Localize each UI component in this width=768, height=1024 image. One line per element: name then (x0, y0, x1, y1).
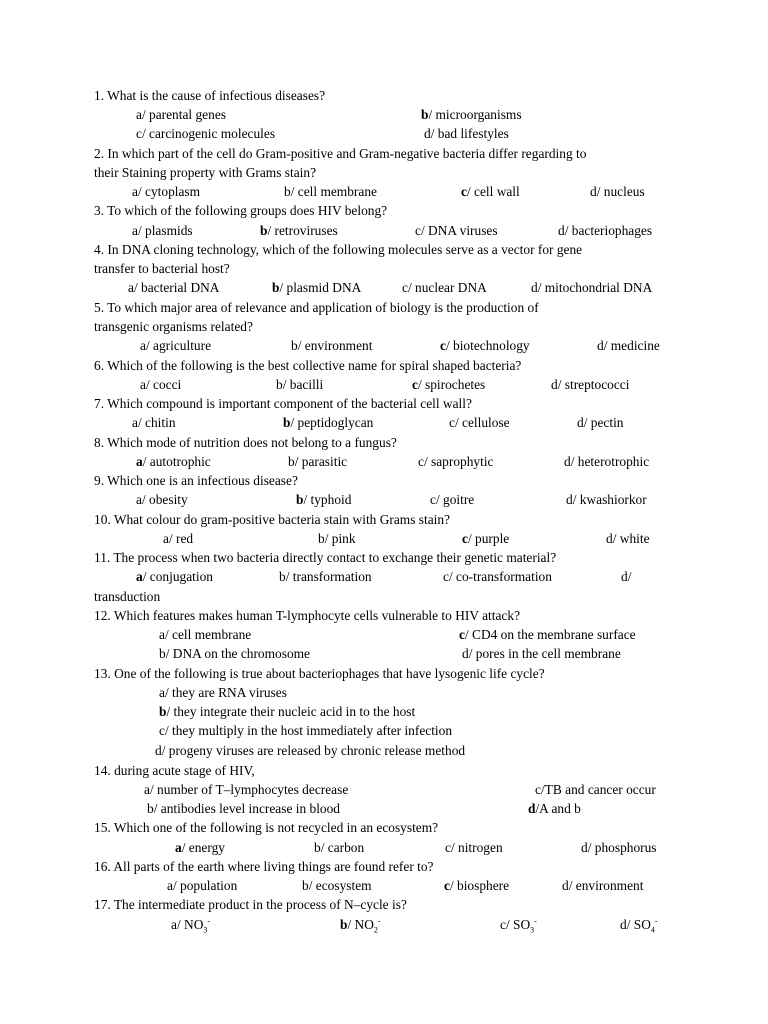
question-10: 10. What colour do gram-positive bacteria stain with Grams stain? (94, 512, 450, 527)
q16-option-b: b/ ecosystem (302, 878, 372, 893)
q5-option-c: c/ biotechnology (440, 338, 530, 353)
question-9: 9. Which one is an infectious disease? (94, 473, 298, 488)
q14-option-b: b/ antibodies level increase in blood (147, 801, 341, 816)
q5-option-d: d/ medicine (597, 338, 660, 353)
q2-option-a: a/ cytoplasm (132, 184, 201, 199)
question-5-line-2: transgenic organisms related? (94, 319, 253, 334)
q2-option-c: c/ cell wall (461, 184, 520, 199)
q3-option-d: d/ bacteriophages (558, 223, 653, 238)
question-15: 15. Which one of the following is not recycled in an ecosystem? (94, 820, 439, 835)
q15-option-c: c/ nitrogen (445, 840, 503, 855)
q4-option-b: b/ plasmid DNA (272, 280, 362, 295)
q14-option-d: d/A and b (528, 801, 581, 816)
q17-option-d: d/ $SO_4^-$ (620, 916, 658, 935)
q4-option-a: a/ bacterial DNA (128, 280, 220, 295)
question-8: 8. Which mode of nutrition does not belong to a fungus? (94, 435, 397, 450)
q16-option-c: c/ biosphere (444, 878, 510, 893)
q4-option-c: c/ nuclear DNA (402, 280, 487, 295)
q1-option-b: b/ microorganisms (421, 107, 522, 122)
q8-option-d: d/ heterotrophic (564, 454, 650, 469)
q12-option-a: a/ cell membrane (159, 627, 252, 642)
q16-option-a: a/ population (167, 878, 238, 893)
question-12: 12. Which features makes human T-lymphocyte cells vulnerable to HIV attack? (94, 608, 521, 623)
q17-option-c: c/ $SO_3^-$ (500, 916, 537, 935)
q13-option-c: c/ they multiply in the host immediately after infection (159, 723, 453, 738)
question-7: 7. Which compound is important component of the bacterial cell wall? (94, 396, 472, 411)
q10-option-d: d/ white (606, 531, 650, 546)
q6-option-a: a/ cocci (140, 377, 182, 392)
q16-option-d: d/ environment (562, 878, 644, 893)
question-6: 6. Which of the following is the best collective name for spiral shaped bacteria? (94, 358, 522, 373)
question-5-line-1: 5. To which major area of relevance and application of biology is the production of (94, 300, 539, 315)
question-16: 16. All parts of the earth where living things are found refer to? (94, 859, 434, 874)
q11-option-c: c/ co-transformation (443, 569, 552, 584)
q15-option-a: a/ energy (175, 840, 225, 855)
q5-option-a: a/ agriculture (140, 338, 212, 353)
q8-option-b: b/ parasitic (288, 454, 348, 469)
q11-option-a: a/ conjugation (136, 569, 213, 584)
q9-option-a: a/ obesity (136, 492, 188, 507)
q5-option-b: b/ environment (291, 338, 373, 353)
question-2-line-1: 2. In which part of the cell do Gram-positive and Gram-negative bacteria differ regarding to (94, 146, 587, 161)
q8-option-c: c/ saprophytic (418, 454, 494, 469)
q12-option-b: b/ DNA on the chromosome (159, 646, 311, 661)
q9-option-d: d/ kwashiorkor (566, 492, 647, 507)
q11-option-d-wrap: transduction (94, 589, 161, 604)
q10-option-a: a/ red (163, 531, 194, 546)
q1-option-a: a/ parental genes (136, 107, 226, 122)
q13-option-a: a/ they are RNA viruses (159, 685, 287, 700)
q12-option-c: c/ CD4 on the membrane surface (459, 627, 636, 642)
question-1: 1. What is the cause of infectious diseases? (94, 88, 326, 103)
q9-option-b: b/ typhoid (296, 492, 352, 507)
q15-option-b: b/ carbon (314, 840, 365, 855)
question-13: 13. One of the following is true about bacteriophages that have lysogenic life cycle? (94, 666, 545, 681)
question-2-line-2: their Staining property with Grams stain? (94, 165, 317, 180)
q6-option-c: c/ spirochetes (412, 377, 486, 392)
q11-option-b: b/ transformation (279, 569, 372, 584)
q13-option-d: d/ progeny viruses are released by chronic release method (155, 743, 466, 758)
question-3: 3. To which of the following groups does HIV belong? (94, 203, 388, 218)
q10-option-c: c/ purple (462, 531, 510, 546)
q10-option-b: b/ pink (318, 531, 356, 546)
q12-option-d: d/ pores in the cell membrane (462, 646, 621, 661)
q7-option-d: d/ pectin (577, 415, 624, 430)
question-11: 11. The process when two bacteria directly contact to exchange their genetic material? (94, 550, 557, 565)
q7-option-c: c/ cellulose (449, 415, 510, 430)
q2-option-d: d/ nucleus (590, 184, 645, 199)
q3-option-c: c/ DNA viruses (415, 223, 498, 238)
q11-option-d: d/ (621, 569, 632, 584)
q9-option-c: c/ goitre (430, 492, 475, 507)
q6-option-d: d/ streptococci (551, 377, 630, 392)
q2-option-b: b/ cell membrane (284, 184, 377, 199)
question-14: 14. during acute stage of HIV, (94, 763, 255, 778)
q1-option-d: d/ bad lifestyles (424, 126, 509, 141)
q17-option-b: b/ $NO_2^-$ (340, 916, 381, 935)
q13-option-b: b/ they integrate their nucleic acid in to the host (159, 704, 416, 719)
q17-option-a: a/ $NO_3^-$ (171, 916, 211, 935)
q6-option-b: b/ bacilli (276, 377, 324, 392)
q1-option-c: c/ carcinogenic molecules (136, 126, 276, 141)
q7-option-a: a/ chitin (132, 415, 176, 430)
question-4-line-1: 4. In DNA cloning technology, which of the following molecules serve as a vector for gene (94, 242, 583, 257)
question-17: 17. The intermediate product in the process of N–cycle is? (94, 897, 407, 912)
q8-option-a: a/ autotrophic (136, 454, 211, 469)
q7-option-b: b/ peptidoglycan (283, 415, 374, 430)
q3-option-a: a/ plasmids (132, 223, 193, 238)
q14-option-a: a/ number of T–lymphocytes decrease (144, 782, 349, 797)
q14-option-c: c/TB and cancer occur (535, 782, 656, 797)
q15-option-d: d/ phosphorus (581, 840, 657, 855)
q3-option-b: b/ retroviruses (260, 223, 338, 238)
question-4-line-2: transfer to bacterial host? (94, 261, 230, 276)
q4-option-d: d/ mitochondrial DNA (531, 280, 653, 295)
